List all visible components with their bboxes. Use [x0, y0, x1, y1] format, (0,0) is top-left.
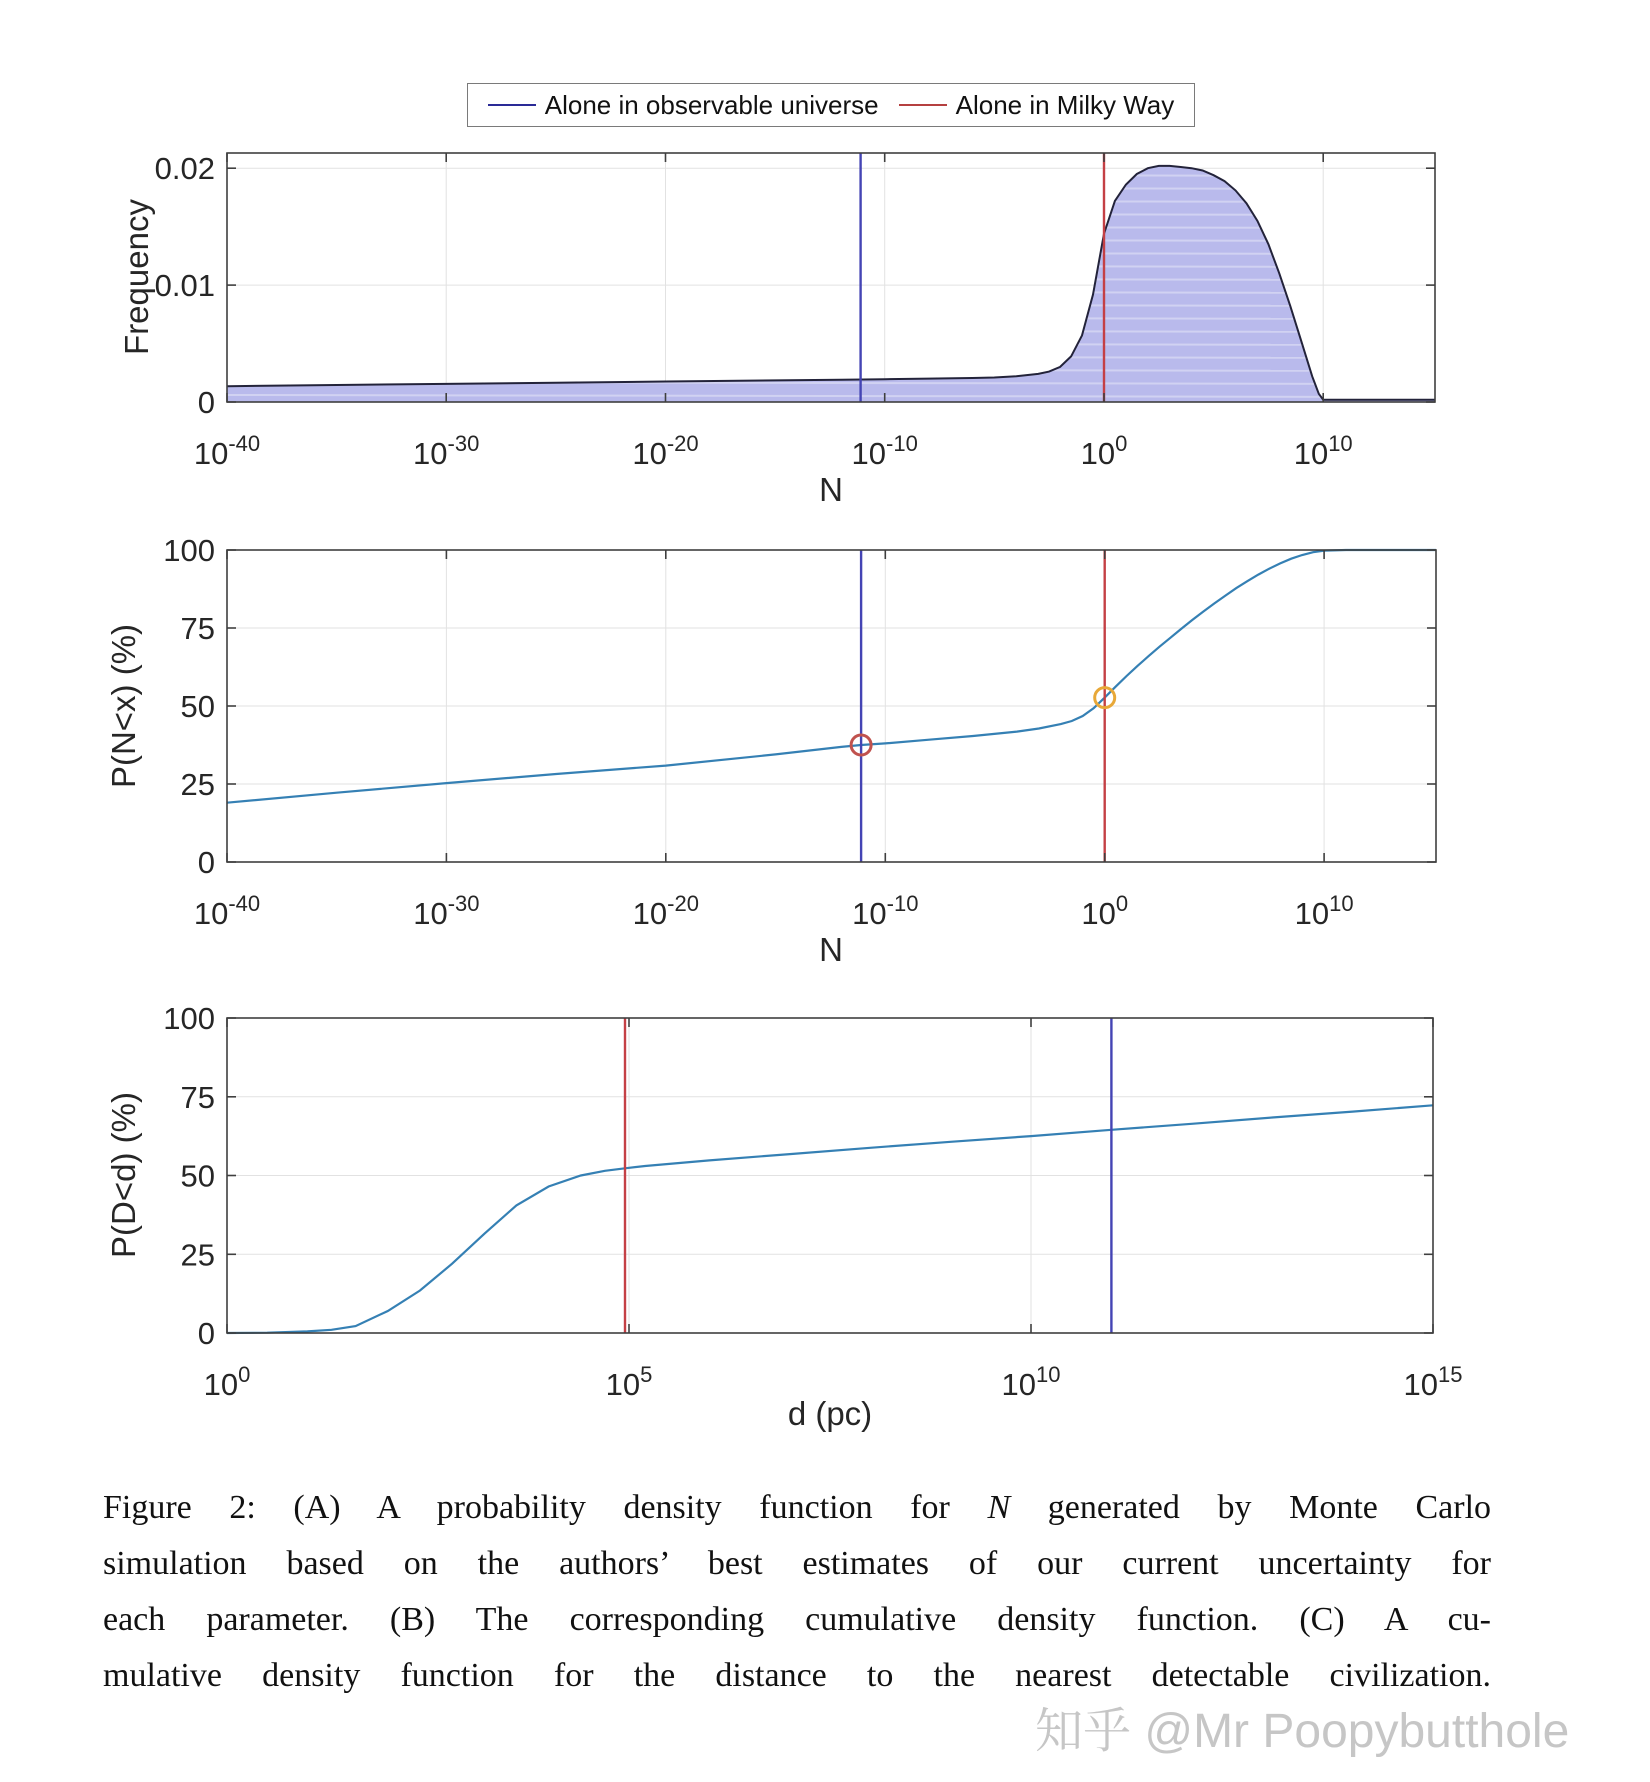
legend-label-milky-way: Alone in Milky Way [955, 89, 1175, 120]
x-tick-label: $10^0$ [1080, 431, 1128, 471]
y-tick-label: 0 [197, 385, 215, 420]
plot-cdf-N [163, 533, 1436, 931]
caption-line: simulation based on the authors’ best estimates of our current uncertainty for [103, 1545, 1491, 1582]
cdf-line [227, 550, 1436, 803]
plot-b-ylabel: P(N<x) (%) [105, 623, 142, 789]
plot-c-xlabel: d (pc) [787, 1395, 873, 1432]
x-tick-label: $10^0$ [1081, 891, 1129, 931]
x-tick-label: $10^{-30}$ [413, 891, 480, 931]
x-tick-label: $10^0$ [203, 1362, 251, 1402]
x-tick-label: $10^{-10}$ [852, 891, 919, 931]
x-tick-label: $10^{-20}$ [632, 891, 699, 931]
y-tick-label: 50 [180, 689, 215, 724]
x-tick-label: $10^{-40}$ [193, 431, 261, 471]
figure-caption [103, 1480, 1491, 1704]
plot-a-ylabel: Frequency [118, 199, 155, 355]
legend-label-observable-universe: Alone in observable universe [544, 89, 879, 120]
plot-a-xlabel: N [819, 471, 843, 508]
y-tick-label: 0 [197, 1316, 215, 1351]
x-tick-label: $10^{15}$ [1403, 1362, 1463, 1402]
caption-line: each parameter. (B) The corresponding cumulative density function. (C) A cu- [103, 1601, 1491, 1638]
y-tick-label: 0 [197, 845, 215, 880]
streak-line [227, 187, 1435, 189]
caption-line: mulative density function for the distance to the nearest detectable civilization. [103, 1657, 1491, 1694]
streak-line [227, 174, 1435, 176]
y-tick-label: 25 [180, 1237, 215, 1273]
x-tick-label: $10^{-30}$ [413, 431, 480, 471]
watermark: 知乎 @Mr Poopybutthole [1035, 1705, 1570, 1758]
plot-c-ylabel: P(D<d) (%) [105, 1092, 142, 1258]
y-tick-label: 75 [180, 611, 215, 646]
y-tick-label: 100 [163, 1001, 215, 1036]
plot-pdf-N [155, 151, 1435, 471]
y-tick-label: 0.01 [154, 268, 215, 304]
y-tick-label: 0.02 [154, 151, 215, 187]
y-tick-label: 50 [180, 1158, 215, 1194]
x-tick-label: $10^{-10}$ [851, 431, 918, 471]
y-tick-label: 100 [163, 533, 215, 568]
x-tick-label: $10^{10}$ [1001, 1362, 1061, 1402]
x-tick-label: $10^5$ [605, 1362, 653, 1402]
streak-line [227, 161, 1435, 163]
x-tick-label: $10^{10}$ [1294, 891, 1354, 931]
y-tick-label: 25 [180, 767, 215, 802]
pdf-area [227, 166, 1435, 402]
x-tick-label: $10^{-20}$ [632, 431, 699, 471]
y-tick-label: 75 [180, 1079, 215, 1115]
plot-cdf-d [163, 1001, 1462, 1402]
streak-line [227, 200, 1435, 202]
plot-b-xlabel: N [819, 931, 843, 968]
x-tick-label: $10^{10}$ [1293, 431, 1353, 471]
caption-line: Figure 2: (A) A probability density function for N generated by Monte Carlo [103, 1489, 1492, 1526]
cdf-line [227, 1105, 1433, 1333]
x-tick-label: $10^{-40}$ [193, 891, 261, 931]
